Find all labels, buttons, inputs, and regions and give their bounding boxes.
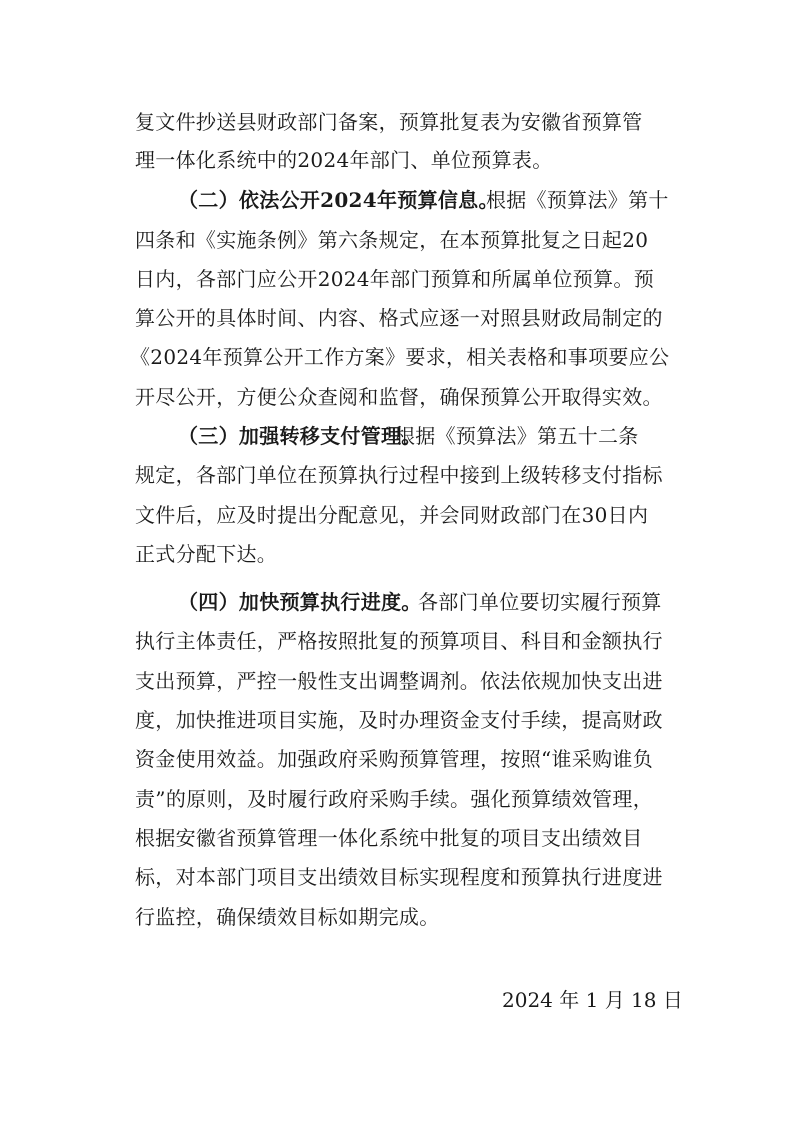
text: 算公开的具体时间、内容、格式应逐一对照县财政局制定的 [135,306,663,330]
section-heading: （四）加快预算执行进度。 [178,590,422,614]
paragraph-line [0,142,793,178]
text: 度，加快推进项目实施，及时办理资金支付手续，提高财政 [135,708,663,732]
text: 文件后，应及时提出分配意见，并会同财政部门在30日内 [135,503,649,527]
paragraph-line [0,300,793,336]
text: 复文件抄送县财政部门备案，预算批复表为安徽省预算管 [135,110,643,134]
paragraph-line [0,379,793,415]
text: 资金使用效益。加强政府采购预算管理，按照“谁采购谁负 [135,747,654,771]
paragraph-line [0,182,793,218]
text: 责”的原则，及时履行政府采购手续。强化预算绩效管理， [135,787,654,811]
section-heading: （二）依法公开2024年预算信息。 [178,188,499,212]
paragraph-line [0,702,793,738]
paragraph-line [0,418,793,454]
paragraph-line [0,623,793,659]
paragraph-line [0,104,793,140]
document-date: 2024 年 1 月 18 日 [502,988,683,1012]
paragraph-line [0,899,793,935]
text: 根据《预算法》第十 [486,188,669,212]
text: 行监控，确保绩效目标如期完成。 [135,905,440,929]
text: 各部门单位要切实履行预算 [418,590,662,614]
paragraph-line [0,584,793,620]
text: 执行主体责任，严格按照批复的预算项目、科目和金额执行 [135,629,663,653]
paragraph-line [0,663,793,699]
paragraph-line [0,222,793,258]
text: 根据安徽省预算管理一体化系统中批复的项目支出绩效目 [135,826,643,850]
paragraph-line [0,261,793,297]
paragraph-line [0,741,793,777]
paragraph-line [0,339,793,375]
text: 支出预算，严控一般性支出调整调剂。依法依规加快支出进 [135,669,663,693]
paragraph-line [0,497,793,533]
paragraph-line [0,457,793,493]
text: 日内，各部门应公开2024年部门预算和所属单位预算。预 [135,267,654,291]
text: 正式分配下达。 [135,542,278,566]
paragraph-line [0,820,793,856]
text: 理一体化系统中的2024年部门、单位预算表。 [135,148,553,172]
text: 《2024年预算公开工作方案》要求，相关表格和事项要应公 [130,345,670,369]
text: 四条和《实施条例》第六条规定，在本预算批复之日起20 [135,228,649,252]
section-heading: （三）加强转移支付管理。 [178,424,422,448]
paragraph-line [0,781,793,817]
text: 根据《预算法》第五十二条 [395,424,639,448]
text: 规定，各部门单位在预算执行过程中接到上级转移支付指标 [135,463,663,487]
paragraph-line [0,536,793,572]
text: 标，对本部门项目支出绩效目标实现程度和预算执行进度进 [135,865,663,889]
paragraph-line [0,859,793,895]
text: 开尽公开，方便公众查阅和监督，确保预算公开取得实效。 [135,385,663,409]
